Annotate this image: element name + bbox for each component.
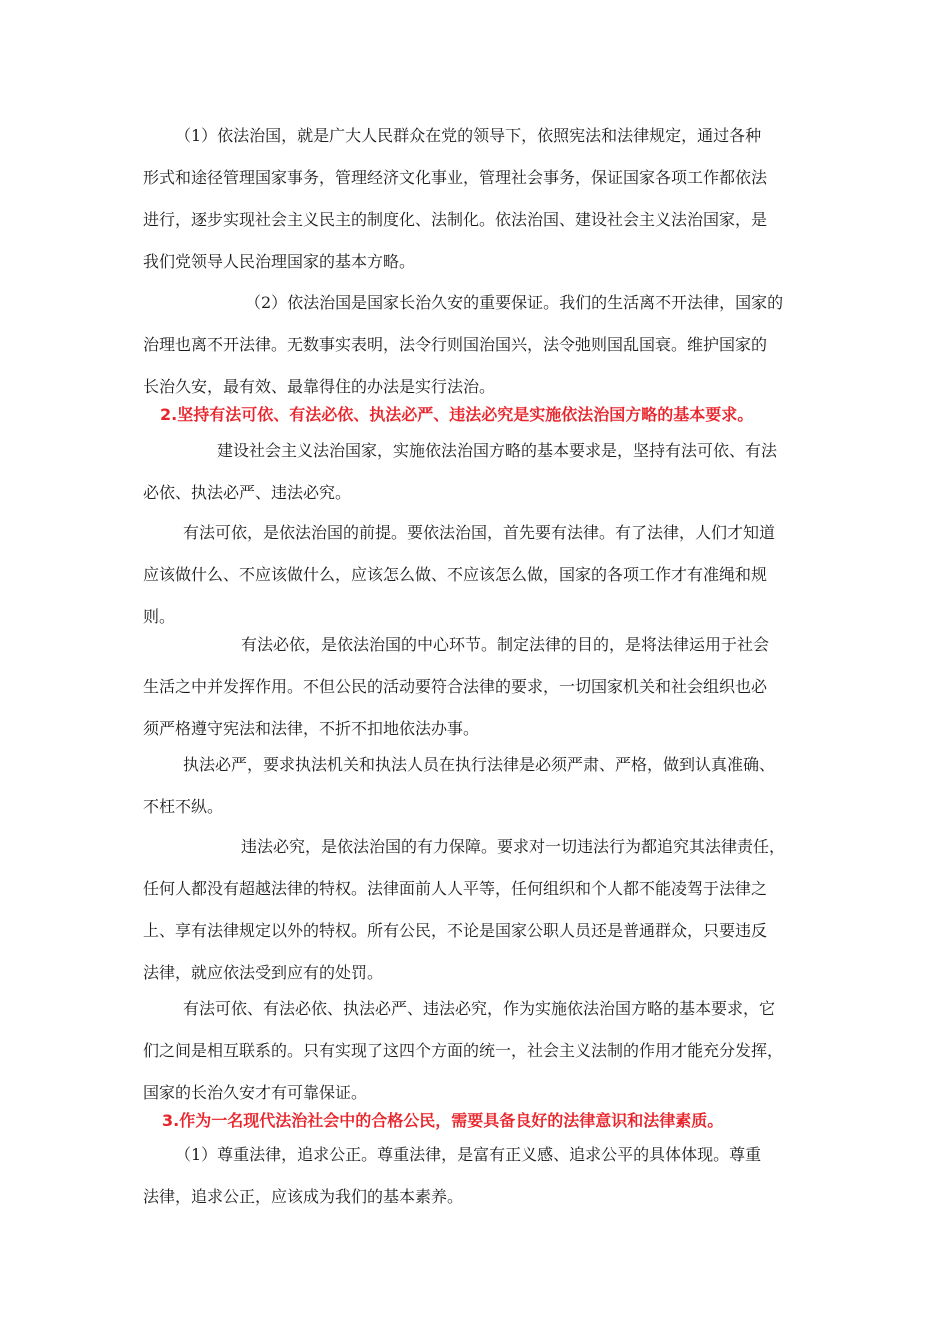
text-line: 长治久安，最有效、最靠得住的办法是实行法治。 <box>143 377 496 396</box>
paragraph-rule-of-law-guarantee <box>143 282 811 408</box>
paragraph-four-aspects-unity <box>143 988 811 1114</box>
text-line: 不枉不纵。 <box>143 797 224 816</box>
text-line: 进行，逐步实现社会主义民主的制度化、法制化。依法治国、建设社会主义法治国家，是 <box>143 210 768 229</box>
text-line: 有法可依、有法必依、执法必严、违法必究，作为实施依法治国方略的基本要求，它 <box>183 999 776 1018</box>
paragraph-laws-to-follow <box>143 512 811 638</box>
text-line: 法律，追求公正，应该成为我们的基本素养。 <box>143 1187 464 1206</box>
text-line: 有法可依，是依法治国的前提。要依法治国，首先要有法律。有了法律，人们才知道 <box>183 523 776 542</box>
text-line: 违法必究，是依法治国的有力保障。要求对一切违法行为都追究其法律责任， <box>241 837 786 856</box>
text-line: 必依、执法必严、违法必究。 <box>143 483 352 502</box>
paragraph-violations-prosecuted <box>143 826 811 994</box>
paragraph-rule-of-law-definition <box>143 115 811 283</box>
text-line: 我们党领导人民治理国家的基本方略。 <box>143 252 416 271</box>
text-line: 上、享有法律规定以外的特权。所有公民，不论是国家公职人员还是普通群众，只要违反 <box>143 921 768 940</box>
text-line: 形式和途径管理国家事务，管理经济文化事业，管理社会事务，保证国家各项工作都依法 <box>143 168 768 187</box>
text-line: （1）尊重法律，追求公正。尊重法律，是富有正义感、追求公平的具体体现。尊重 <box>175 1145 762 1164</box>
text-line: 法律，就应依法受到应有的处罚。 <box>143 963 384 982</box>
text-line: 执法必严，要求执法机关和执法人员在执行法律是必须严肃、严格，做到认真准确、 <box>183 755 776 774</box>
paragraph-respect-law <box>143 1134 811 1218</box>
paragraph-laws-must-be-followed <box>143 624 811 750</box>
text-line: 国家的长治久安才有可靠保证。 <box>143 1083 368 1102</box>
text-line: 有法必依，是依法治国的中心环节。制定法律的目的，是将法律运用于社会 <box>241 635 770 654</box>
section-heading-2: 2.坚持有法可依、有法必依、执法必严、违法必究是实施依法治国方略的基本要求。 <box>160 405 754 424</box>
text-line: （1）依法治国，就是广大人民群众在党的领导下，依照宪法和法律规定，通过各种 <box>175 126 762 145</box>
text-line: 任何人都没有超越法律的特权。法律面前人人平等，任何组织和个人都不能凌驾于法律之 <box>143 879 768 898</box>
paragraph-strict-enforcement <box>143 744 811 828</box>
text-line: 治理也离不开法律。无数事实表明，法令行则国治国兴，法令弛则国乱国衰。维护国家的 <box>143 335 768 354</box>
section-heading-3: 3.作为一名现代法治社会中的合格公民，需要具备良好的法律意识和法律素质。 <box>162 1111 724 1130</box>
text-line: 生活之中并发挥作用。不但公民的活动要符合法律的要求，一切国家机关和社会组织也必 <box>143 677 768 696</box>
text-line: 应该做什么、不应该做什么，应该怎么做、不应该怎么做，国家的各项工作才有准绳和规 <box>143 565 768 584</box>
text-line: 须严格遵守宪法和法律，不折不扣地依法办事。 <box>143 719 480 738</box>
text-line: 们之间是相互联系的。只有实现了这四个方面的统一，社会主义法制的作用才能充分发挥， <box>143 1041 784 1060</box>
text-line: 建设社会主义法治国家，实施依法治国方略的基本要求是，坚持有法可依、有法 <box>217 441 778 460</box>
text-line: 则。 <box>143 607 176 626</box>
text-line: （2）依法治国是国家长治久安的重要保证。我们的生活离不开法律，国家的 <box>245 293 784 312</box>
paragraph-basic-requirements <box>143 430 811 514</box>
